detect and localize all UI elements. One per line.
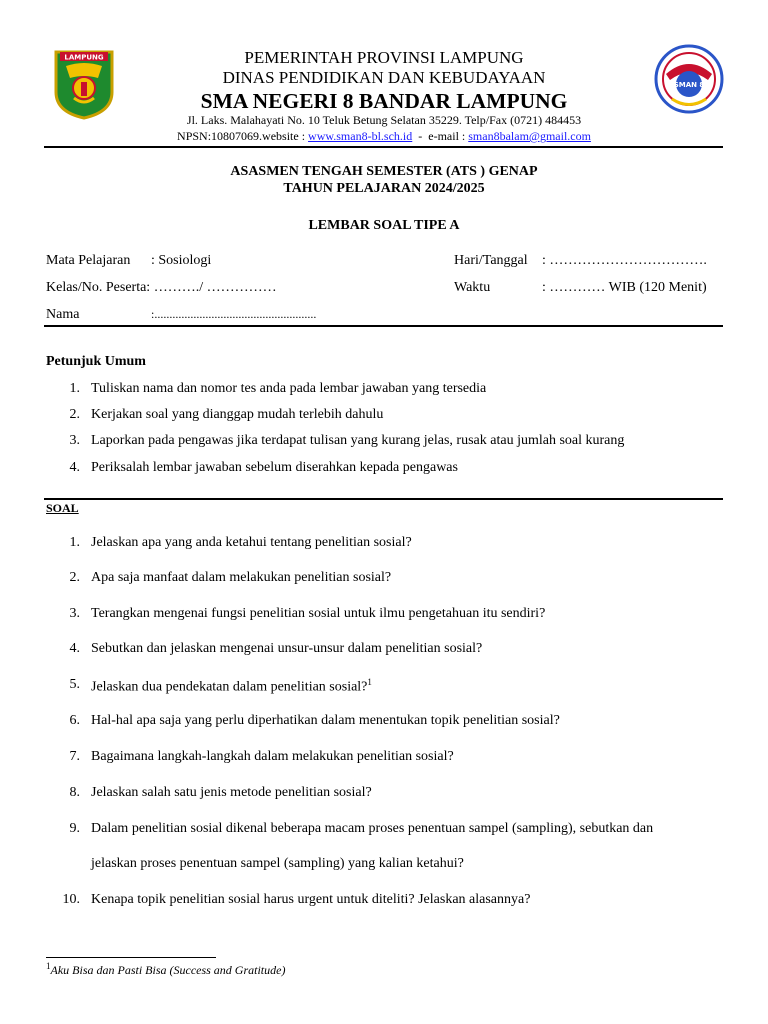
email-prefix: - e-mail : — [412, 129, 469, 143]
date-label: Hari/Tanggal — [454, 253, 528, 268]
item-number: 9. — [69, 821, 80, 836]
footnote-mark: 1 — [46, 961, 51, 971]
subject-value: : Sosiologi — [151, 253, 212, 268]
footnote — [46, 961, 285, 978]
header-school-name: SMA NEGERI 8 BANDAR LAMPUNG — [200, 89, 568, 113]
question-text: Jelaskan apa yang anda ketahui tentang penelitian sosial? — [91, 535, 412, 550]
question-text: Apa saja manfaat dalam melakukan penelitian sosial? — [91, 570, 392, 585]
header-contact — [0, 129, 768, 144]
footnote-text: Aku Bisa dan Pasti Bisa (Success and Gratitude) — [50, 963, 286, 977]
name-label: Nama — [46, 307, 80, 322]
instruction-text: Kerjakan soal yang dianggap mudah terlebih dahulu — [91, 407, 384, 422]
time-value: : ………… WIB (120 Menit) — [542, 280, 707, 295]
school-logo-text: SMAN 8 — [673, 81, 705, 89]
item-number: 1. — [69, 535, 80, 550]
question-text: Terangkan mengenai fungsi penelitian sosial untuk ilmu pengetahuan itu sendiri? — [91, 606, 546, 621]
subject-label: Mata Pelajaran — [46, 253, 131, 268]
logo-text: LAMPUNG — [64, 53, 104, 62]
header-address: Jl. Laks. Malahayati No. 10 Teluk Betung Selatan 35229. Telp/Fax (0721) 484453 — [186, 113, 582, 127]
date-value: : ……………………………. — [542, 253, 707, 268]
item-number: 7. — [69, 749, 80, 764]
time-label: Waktu — [454, 280, 491, 295]
question-text: Sebutkan dan jelaskan mengenai unsur-unsur dalam penelitian sosial? — [91, 641, 483, 656]
item-number: 6. — [69, 713, 80, 728]
item-number: 4. — [69, 641, 80, 656]
item-number: 2. — [69, 570, 80, 585]
item-number: 8. — [69, 785, 80, 800]
npsn-text: NPSN:10807069.website : — [177, 129, 309, 143]
section-divider — [44, 498, 723, 500]
item-number: 2. — [69, 407, 80, 422]
question-text: jelaskan proses penentuan sampel (sampling) yang kalian ketahui? — [91, 856, 464, 871]
footnote-divider — [46, 957, 216, 958]
exam-year: TAHUN PELAJARAN 2024/2025 — [283, 181, 485, 196]
item-number: 3. — [69, 606, 80, 621]
item-number: 10. — [62, 892, 80, 907]
question-text: Hal-hal apa saja yang perlu diperhatikan dalam menentukan topik penelitian sosial? — [91, 713, 560, 728]
item-number: 5. — [69, 677, 80, 692]
name-value: :...................................................... — [151, 307, 317, 321]
website-link[interactable]: www.sman8-bl.sch.id — [308, 129, 413, 143]
question-text: Bagaimana langkah-langkah dalam melakukan penelitian sosial? — [91, 749, 454, 764]
instruction-text: Periksalah lembar jawaban sebelum diserahkan kepada pengawas — [91, 460, 458, 475]
exam-title: ASASMEN TENGAH SEMESTER (ATS ) GENAP — [230, 164, 538, 179]
question-text: Dalam penelitian sosial dikenal beberapa macam proses penentuan sampel (sampling), sebutkan dan — [91, 821, 654, 836]
question-text: Kenapa topik penelitian sosial harus urgent untuk diteliti? Jelaskan alasannya? — [91, 892, 531, 907]
item-number: 3. — [69, 433, 80, 448]
class-participant-field: Kelas/No. Peserta: ………./ …………… — [46, 280, 277, 295]
exam-sheet-type: LEMBAR SOAL TIPE A — [308, 218, 460, 233]
question-text: Jelaskan salah satu jenis metode penelitian sosial? — [91, 785, 372, 800]
email-link[interactable]: sman8balam@gmail.com — [468, 129, 591, 143]
item-number: 4. — [69, 460, 80, 475]
questions-heading: SOAL — [46, 501, 79, 515]
header-province: PEMERINTAH PROVINSI LAMPUNG — [244, 48, 524, 67]
instruction-text: Tuliskan nama dan nomor tes anda pada lembar jawaban yang tersedia — [91, 381, 487, 396]
instruction-text: Laporkan pada pengawas jika terdapat tulisan yang kurang jelas, rusak atau jumlah soal kurang — [91, 433, 625, 448]
header-divider — [44, 146, 723, 148]
info-divider — [44, 325, 723, 327]
header-department: DINAS PENDIDIKAN DAN KEBUDAYAAN — [222, 68, 546, 87]
question-text: Jelaskan dua pendekatan dalam penelitian sosial? — [91, 679, 368, 695]
item-number: 1. — [69, 381, 80, 396]
footnote-reference[interactable]: 1 — [367, 677, 372, 687]
instructions-heading: Petunjuk Umum — [46, 354, 146, 369]
